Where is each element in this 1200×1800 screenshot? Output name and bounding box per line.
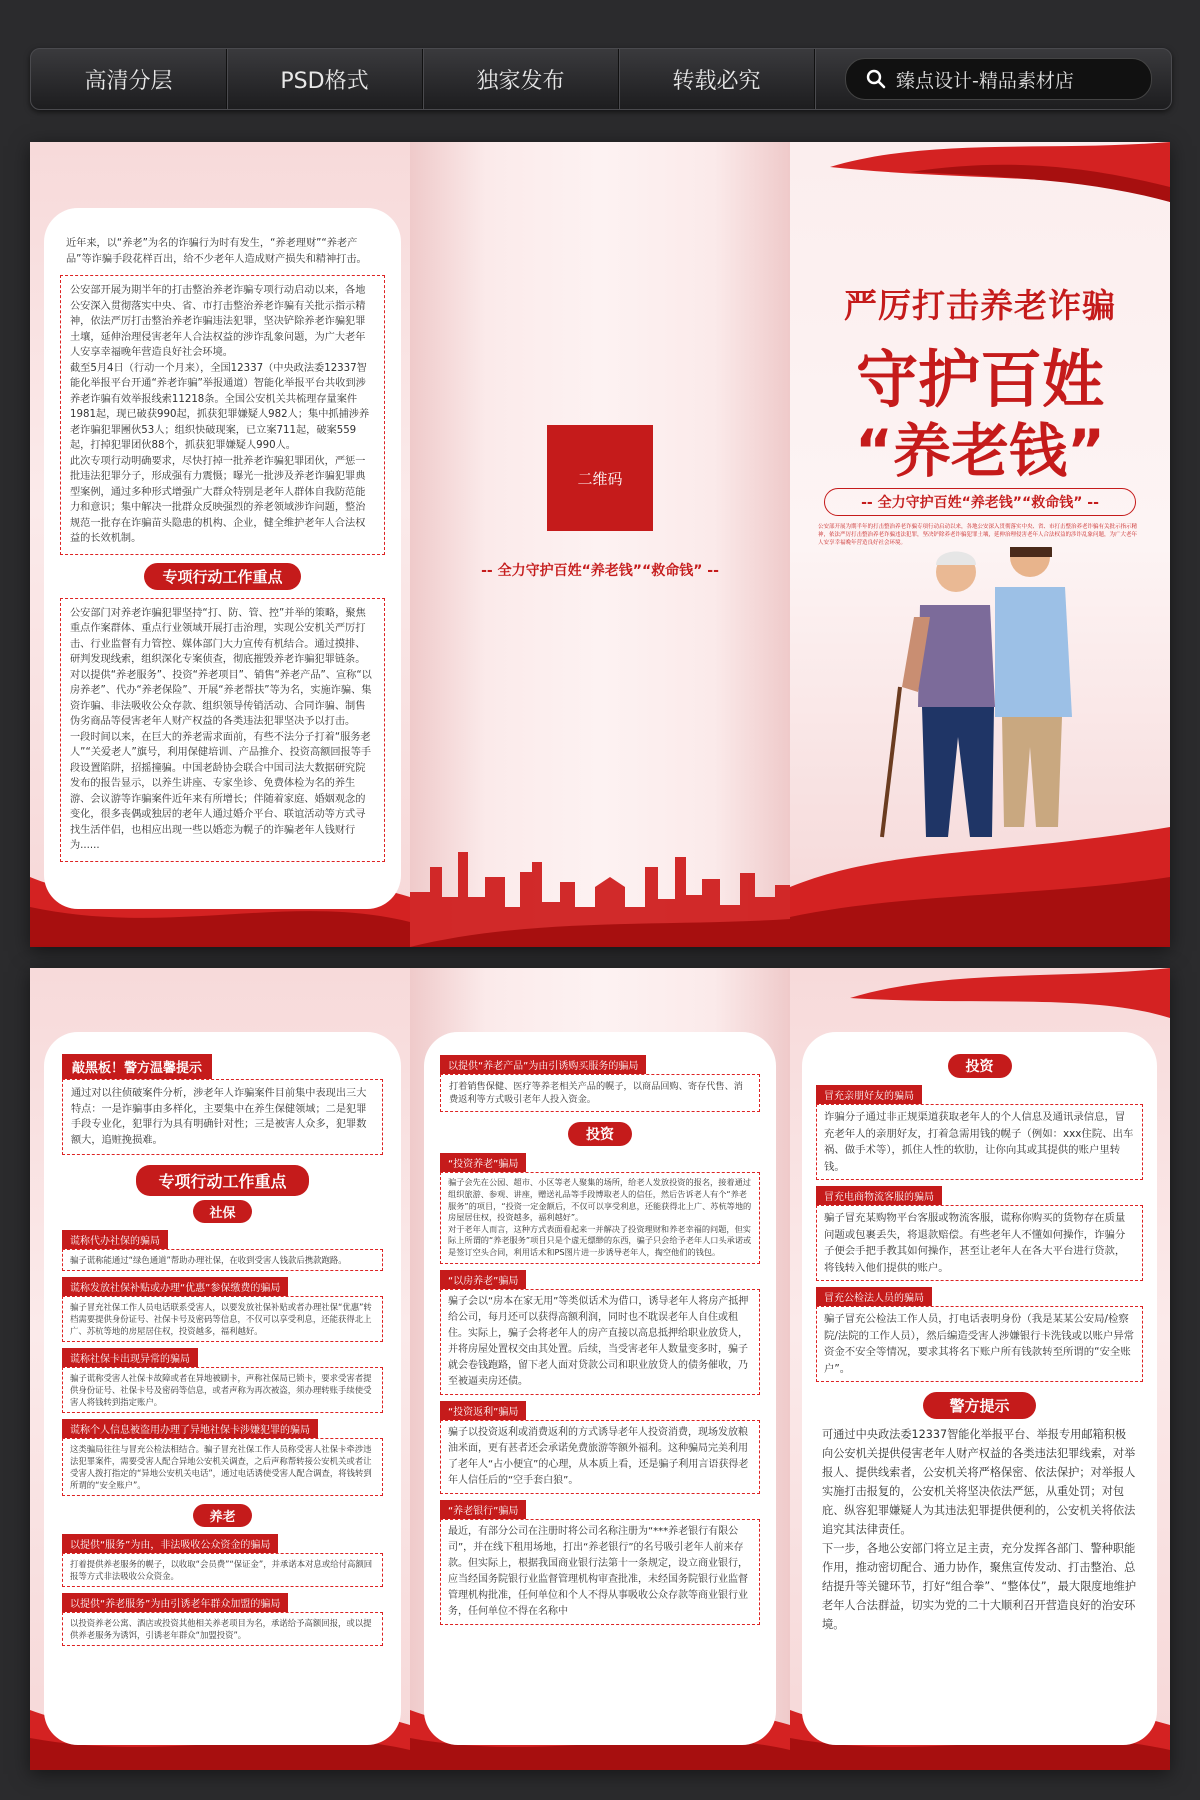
cover-title-line3: “养老钱” xyxy=(854,417,1106,485)
elderly-illustration xyxy=(790,547,1170,947)
inner-middle-card xyxy=(424,1032,776,1745)
city-skyline-decoration xyxy=(410,807,790,947)
search-text: 臻点设计-精品素材店 xyxy=(896,69,1074,92)
qr-label: 二维码 xyxy=(577,469,623,488)
search-icon xyxy=(866,69,886,89)
scam-item xyxy=(62,1592,383,1646)
scam-item-box xyxy=(816,1205,1143,1281)
cover-slogan: -- 全力守护百姓“养老钱”“救命钱” -- xyxy=(824,488,1136,516)
scam-item xyxy=(62,1418,383,1496)
impersonation-scam-list xyxy=(816,1084,1143,1382)
scam-item-text: 最近，有部分公司在注册时将公司名称注册为“***养老银行有限公司”，并在线下租用场地，打出“养老银行”的名号吸引老年人前来存款。但实际上，根据我国商业银行法第十一条规定，设立商业银行，应当经国务院银行业监督管理机构审查批准，未经国务院银行业监督管理机构批准，任何单位和个人不得从事吸收公众存款等商业银行业务，任何单位不得在名称中 xyxy=(448,1525,748,1617)
scam-item-text: 骗子谎称受害人社保卡故障或者在异地被刷卡，声称社保局已锁卡，要求受害者提供身份证号、社保卡号及密码等信息，或者声称为再次被盗，须办理转账手续使受害人将钱转到指定账户。 xyxy=(70,1373,372,1407)
scam-item-text: 以投资养老公寓、酒店或投资其他相关养老项目为名，承诺给予高额回报，或以提供养老服务为诱饵，引诱老年群众“加盟投资”。 xyxy=(70,1618,372,1640)
scam-item-tag: 以提供“养老服务”为由引诱老年群众加盟的骗局 xyxy=(62,1593,288,1612)
middle-slogan: -- 全力守护百姓“养老钱”“救命钱” -- xyxy=(481,563,719,579)
scam-item-box xyxy=(62,1296,383,1342)
tab-repost[interactable]: 转载必究 xyxy=(619,49,815,109)
scam-item xyxy=(816,1084,1143,1180)
scam-item-text: 这类骗局往往与冒充公检法相结合。骗子冒充社保工作人员称受害人社保卡牵涉违法犯罪案件，需要受害人配合异地公安机关调查，之后声称帮转接公安机关或者让受害人拨打指定的“异地公安机关电话”，通过电话诱使受害人配合调查，将钱转到所谓的“安全账户”。 xyxy=(70,1444,372,1490)
scam-item xyxy=(440,1152,760,1263)
cover-title-line1: 严厉打击养老诈骗 xyxy=(844,286,1116,325)
outer-panel-middle xyxy=(410,142,790,947)
scam-item-box xyxy=(816,1104,1143,1180)
scam-item-tag: “投资养老”骗局 xyxy=(440,1153,526,1172)
subsection-elderly-care: 养老 xyxy=(193,1504,251,1527)
inner-sheet xyxy=(30,968,1170,1770)
tab-psd-format[interactable]: PSD格式 xyxy=(227,49,423,109)
scam-item-box xyxy=(440,1420,760,1494)
police-tip-text: 可通过中央政法委12337智能化举报平台、举报专用邮箱积极向公安机关提供侵害老年人财产权益的各类违法犯罪线索，对举报人、提供线索者，公安机关将严格保密、依法保护；对举报人实施打击报复的，公安机关将坚决依法严惩，从重处罚；对包庇、纵容犯罪嫌疑人为其违法犯罪提供便利的，公安机关将依法追究其法律责任。 下一步，各地公安部门将立足主责，充分发挥各部门、警种职能作用，推动密切配合、通力协作，聚焦宣传发动、打击整治、总结提升等关键环节，打好“组合拳”、“整体仗”，最大限度地维护老年人合法群益，切实为党的二十大顺利召开营造良好的治安环境。 xyxy=(822,1428,1137,1631)
scam-item-text: 骗子冒充社保工作人员电话联系受害人，以要发放社保补贴或者办理社保“优惠”转档需要提供身份证号、社保卡号及密码等信息，不仅可以享受利息，还能获得北上广、苏杭等地的房屋居住权，投资越多，福利越好。 xyxy=(70,1302,372,1336)
scam-item-box xyxy=(62,1249,383,1271)
scam-item-text: 骗子会先在公园、超市、小区等老人聚集的场所，给老人发放投资的报名，接着通过组织旅游、参观、讲座，赠送礼品等手段博取老人的信任，然后告诉老人有个“养老服务”的项目，“投资一定金额后，不仅可以享受利息，还能获得北上广、苏杭等地的房屋居住权，投资越多，福利越好”。 对于老年人而言，这种方式表面看起来一并解决了投资理财和养老幸福的问题，但实际上所谓的“养老服务”项目只是个虚无缥缈的东西，骗子只会给予老年人口头承诺或是签订空头合同，利用话术和PS图片进一步诱导老年人，掏空他们的钱包。 xyxy=(448,1177,752,1257)
scam-item-tag: 冒充公检法人员的骗局 xyxy=(816,1287,932,1306)
warning-text: 通过对以往侦破案件分析，涉老年人诈骗案件目前集中表现出三大特点：一是诈骗事由多样化，主要集中在养生保健领域；二是犯罪手段专业化，犯罪行为具有明确针对性；三是被害人众多，犯罪数额大，追赃挽损难。 xyxy=(71,1088,367,1146)
cover-small-text: 公安部开展为期半年的打击整治养老诈骗专项行动启动以来，各地公安深入贯彻落实中央、省、市打击整治养老诈骗有关批示指示精神，依法严厉打击整治养老诈骗违法犯罪，坚决铲除养老诈骗犯罪土壤，延伸治理侵害老年人合法权益的涉诈乱象问题，为广大老年人安享幸福晚年营造良好社会环境。 xyxy=(818,524,1138,546)
scam-item-tag: “投资返利”骗局 xyxy=(440,1401,526,1420)
warning-title: 敲黑板！警方温馨提示 xyxy=(62,1054,212,1079)
scam-item-tag: 谎称发放社保补贴或办理“优惠”参保缴费的骗局 xyxy=(62,1277,288,1296)
inner-panel-left xyxy=(30,968,410,1770)
subsection-social-security: 社保 xyxy=(193,1200,251,1223)
section-title-inner: 专项行动工作重点 xyxy=(136,1165,308,1196)
scam-item-box xyxy=(440,1172,760,1263)
scam-item-box xyxy=(816,1306,1143,1382)
scam-item xyxy=(62,1347,383,1413)
scam-item-text: 骗子以投资返利或消费返利的方式诱导老年人投资消费，现场发放粮油米面，更有甚者还会承诺免费旅游等额外福利。这种骗局完美利用了老年人“占小便宜”的心理，从本质上看，还是骗子利用言语获得老年人信任后的“空手套白狼”。 xyxy=(448,1426,749,1486)
inner-panel-right xyxy=(790,968,1170,1770)
outer-text-card xyxy=(44,208,401,909)
outer-panel-left xyxy=(30,142,410,947)
section-title-outer: 专项行动工作重点 xyxy=(144,563,300,590)
red-ribbon-decoration xyxy=(790,968,1170,1038)
scam-item-tag: “养老银行”骗局 xyxy=(440,1500,526,1519)
scam-item xyxy=(440,1400,760,1494)
product-scam-tag: 以提供“养老产品”为由引诱购买服务的骗局 xyxy=(440,1055,646,1074)
scam-item-tag: 以提供“服务”为由，非法吸收公众资金的骗局 xyxy=(62,1534,278,1553)
subsection-investment-right: 投资 xyxy=(948,1054,1012,1078)
work-focus-box xyxy=(60,598,385,862)
inner-panel-middle xyxy=(410,968,790,1770)
subsection-investment: 投资 xyxy=(568,1122,632,1146)
inner-left-card xyxy=(44,1032,401,1745)
scam-item-box xyxy=(62,1612,383,1646)
scam-item xyxy=(440,1269,760,1395)
cover-title-line2: 守护百姓 xyxy=(855,343,1104,416)
scam-item-tag: 谎称代办社保的骗局 xyxy=(62,1230,168,1249)
scam-item-text: 骗子会以“房本在家无用”等类似话术为借口，诱导老年人将房产抵押给公司，每月还可以获得高额利润，同时也不耽误老年人自住或租住。实际上，骗子会将老年人的房产直接以高息抵押给职业放贷人，并将房屋处置权交由其处置。后续，当受害老年人数量变多时，骗子就会卷钱跑路，留下老人面对贷款公司和职业放贷人的债务催收，乃至被逼卖房还债。 xyxy=(448,1295,749,1387)
scam-item xyxy=(62,1276,383,1342)
scam-item-tag: 冒充电商物流客服的骗局 xyxy=(816,1186,942,1205)
scam-item xyxy=(816,1185,1143,1281)
outer-panel-cover xyxy=(790,142,1170,947)
inner-right-card xyxy=(802,1032,1157,1745)
scam-item-tag: 谎称社保卡出现异常的骗局 xyxy=(62,1348,198,1367)
scam-item xyxy=(62,1229,383,1271)
scam-item-tag: “以房养老”骗局 xyxy=(440,1270,526,1289)
scam-item-text: 诈骗分子通过非正规渠道获取老年人的个人信息及通讯录信息，冒充老年人的亲朋好友，打着急需用钱的幌子（例如：xxx住院、出车祸、做手术等），抓住人性的软肋，让你向其或其提供的账户里转钱。 xyxy=(824,1111,1134,1173)
tab-hd-layers[interactable]: 高清分层 xyxy=(31,49,227,109)
search-bar[interactable] xyxy=(845,58,1152,100)
red-ribbon-decoration xyxy=(790,142,1170,222)
action-summary-text: 公安部开展为期半年的打击整治养老诈骗专项行动启动以来，各地公安深入贯彻落实中央、省、市打击整治养老诈骗有关批示指示精神，依法严厉打击整治养老诈骗违法犯罪，坚决铲除养老诈骗犯罪土壤，延伸治理侵害老年人合法权益的涉诈乱象问题，为广大老年人安享幸福晚年营造良好社会环境。 截至5月4日（行动一个月来），全国12337（中央政法委12337智能化举报平台开通“养老诈骗”举报通道）智能化举报平台共收到涉养老诈骗有效举报线索11218条。全国公安机关共梳理存量案件1981起，现已破获990起，抓获犯罪嫌疑人982人；集中抓捕涉养老诈骗犯罪團伙53人；组织快破现案，已立案711起，破案559起，打掉犯罪团伙88个，抓获犯罪嫌疑人990人。 此次专项行动明确要求，尽快打掉一批养老诈骗犯罪团伙，严惩一批违法犯罪分子，形成强有力震慑；曝光一批涉及养老诈骗犯罪典型案例，通过多种形式增强广大群众特别是老年人群体自我防范能力和意识；集中解决一批群众反映强烈的养老领域涉诈问题，整治规范一批存在诈骗苗头隐患的机构、企业，健全维护老年人合法权益的长效机制。 xyxy=(70,285,370,544)
scam-item-box xyxy=(62,1553,383,1587)
tab-exclusive[interactable]: 独家发布 xyxy=(423,49,619,109)
scam-item-text: 骗子谎称能通过“绿色通道”帮助办理社保，在收到受害人钱款后携款跑路。 xyxy=(70,1255,347,1265)
intro-paragraph: 近年来，以“养老”为名的诈骗行为时有发生，“养老理财”“养老产品”等诈骗手段花样百出，给不少老年人造成财产损失和精神打击。 xyxy=(66,238,367,265)
scam-item xyxy=(816,1286,1143,1382)
scam-item-tag: 冒充亲朋好友的骗局 xyxy=(816,1085,922,1104)
scam-item xyxy=(62,1533,383,1587)
scam-item-box xyxy=(62,1367,383,1413)
product-scam-text: 打着销售保健、医疗等养老相关产品的幌子，以商品回购、寄存代售、消费返利等方式吸引老年人投入资金。 xyxy=(449,1081,743,1106)
scam-item-box xyxy=(440,1519,760,1625)
elderly-care-list xyxy=(62,1533,383,1646)
scam-item xyxy=(440,1499,760,1625)
top-toolbar xyxy=(30,48,1172,110)
warning-box xyxy=(62,1079,383,1155)
outer-sheet xyxy=(30,142,1170,947)
scam-item-tag: 谎称个人信息被盗用办理了异地社保卡涉嫌犯罪的骗局 xyxy=(62,1419,318,1438)
scam-item-text: 骗子冒充某购物平台客服或物流客服，谎称你购买的货物存在质量问题或包裹丢失，将退款赔偿。有些老年人不懂如何操作，诈骗分子便会手把手教其如何操作，甚至让老年人在各大平台进行贷款，将钱转入他们提供的账户。 xyxy=(824,1212,1126,1274)
product-scam-box xyxy=(440,1074,760,1112)
police-tip-title: 警方提示 xyxy=(923,1392,1035,1419)
scam-item-text: 打着提供养老服务的幌子，以收取“会员费”“保证金”，并承诺本对息或给付高额回报等方式非法吸收公众资金。 xyxy=(70,1559,373,1581)
scam-item-text: 骗子冒充公检法工作人员，打电话表明身份（我是某某公安局/检察院/法院的工作人员），然后编造受害人涉嫌银行卡洗钱或以账户异常资金不安全等情况，要求其将名下账户所有钱款转至所谓的“安全账户”。 xyxy=(824,1313,1135,1375)
action-summary-box xyxy=(60,275,385,555)
scam-item-box xyxy=(62,1438,383,1496)
qr-code-placeholder xyxy=(547,425,653,531)
work-focus-text: 公安部门对养老诈骗犯罪坚持“打、防、管、控”并举的策略，聚焦重点作案群体、重点行业领域开展打击治理，实现公安机关严厉打击、行业监督有力管控、媒体部门大力宣传有机结合。通过摸排、研判发现线索，组织深化专案侦查，彻底摧毁养老诈骗犯罪链条。对以提供“养老服务”、投资“养老项目”、销售“养老产品”、宣称“以房养老”、代办“养老保险”、开展“养老帮扶”等为名，实施诈骗、集资诈骗、非法吸收公众存款、组织领导传销活动、合同诈骗、制售伪劣商品等侵害老年人财产权益的各类违法犯罪坚决予以打击。 一段时间以来，在巨大的养老需求面前，有些不法分子打着“服务老人”“关爱老人”旗号，利用保健培训、产品推介、投资高额回报等手段设置陷阱，招摇撞骗。中国老龄协会联合中国司法大数据研究院发布的报告显示，以养生讲座、专家坐诊、免费体检为名的养生游、会议游等诈骗案件近年来有所增长；伴随着家庭、婚姻观念的变化，很多丧偶或独居的老年人通过婚介平台、联谊活动等方式寻找生活伴侣，也相应出现一些以婚恋为幌子的诈骗老年人钱财行为...... xyxy=(70,607,372,851)
investment-scam-list xyxy=(440,1152,760,1624)
scam-item-box xyxy=(440,1289,760,1395)
social-security-list xyxy=(62,1229,383,1496)
